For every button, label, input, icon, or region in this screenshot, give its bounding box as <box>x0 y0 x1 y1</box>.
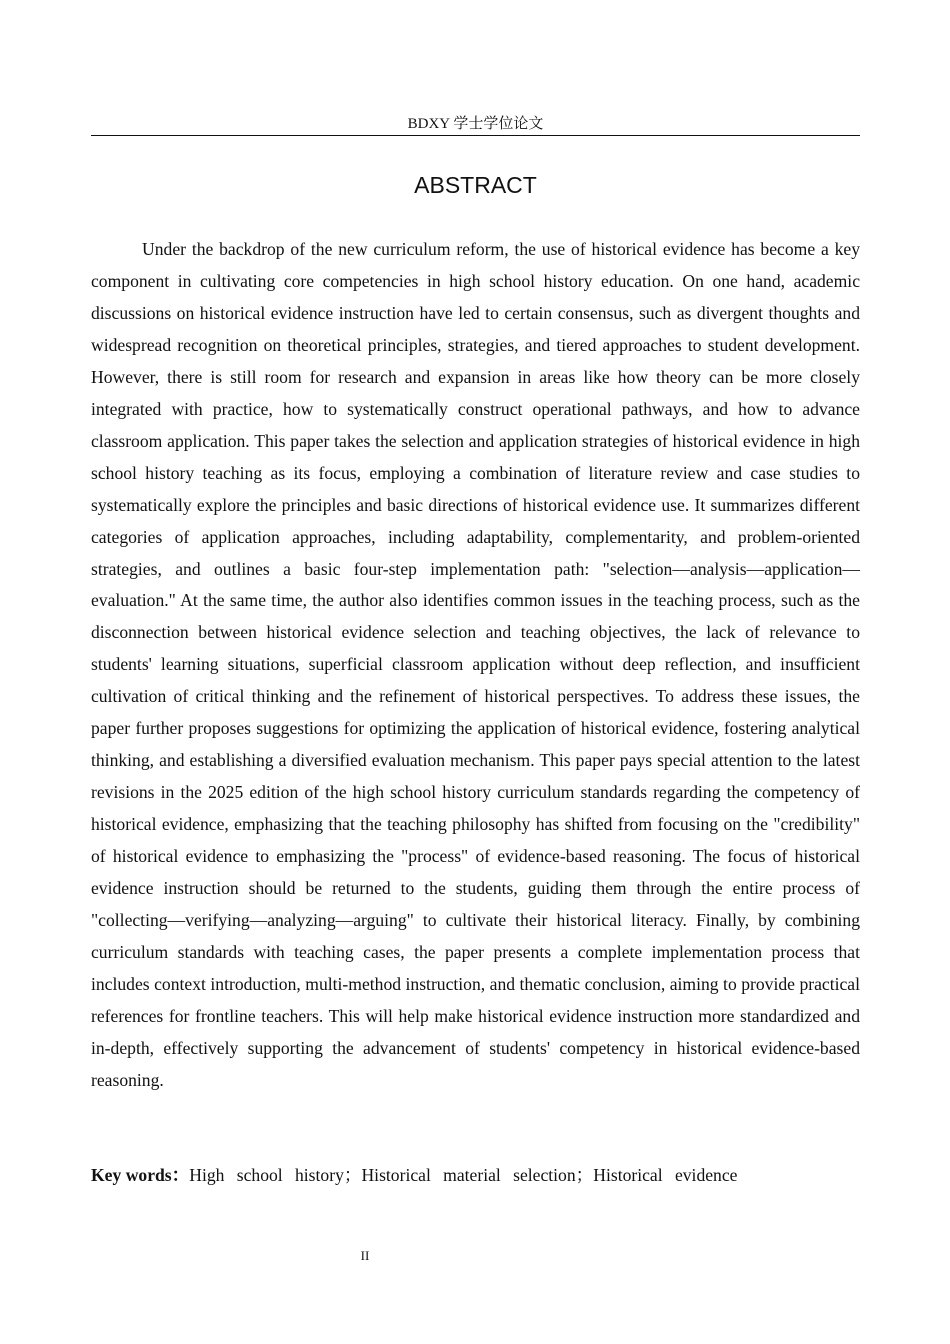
abstract-title: ABSTRACT <box>414 172 537 198</box>
running-header: BDXY 学士学位论文 <box>407 116 544 132</box>
header-divider <box>91 135 860 136</box>
abstract-body: Under the backdrop of the new curriculum reform, the use of historical evidence has become a key component in cultivating core competencies in high school history education. On one hand, academic discussions on historical evidence instruction have led to certain consensus, such as divergent thoughts and widespread recognition on theoretical principles, strategies, and tiered approaches to student development. However, there is still room for research and expansion in areas like how theory can be more closely integrated with practice, how to systematically construct operational pathways, and how to advance classroom application. This paper takes the selection and application strategies of historical evidence in high school history teaching as its focus, employing a combination of literature review and case studies to systematically explore the principles and basic directions of historical evidence use. It summarizes different categories of application approaches, including adaptability, complementarity, and problem-oriented strategies, and outlines a basic four-step implementation path: "selection—analysis—application—evaluation." At the same time, the author also identifies common issues in the teaching process, such as the disconnection between historical evidence selection and teaching objectives, the lack of relevance to students' learning situations, superficial classroom application without deep reflection, and insufficient cultivation of critical thinking and the refinement of historical perspectives. To address these issues, the paper further proposes suggestions for optimizing the application of historical evidence, fostering analytical thinking, and establishing a diversified evaluation mechanism. This paper pays special attention to the latest revisions in the 2025 edition of the high school history curriculum standards regarding the competency of historical evidence, emphasizing that the teaching philosophy has shifted from focusing on the "credibility" of historical evidence to emphasizing the "process" of evidence-based reasoning. The focus of historical evidence instruction should be returned to the students, guiding them through the entire process of "collecting—verifying—analyzing—arguing" to cultivate their historical literacy. Finally, by combining curriculum standards with teaching cases, the paper presents a complete implementation process that includes context introduction, multi-method instruction, and thematic conclusion, aiming to provide practical references for frontline teachers. This will help make historical evidence instruction more standardized and in-depth, effectively supporting the advancement of students' competency in historical evidence-based reasoning. <box>91 239 860 1090</box>
keyword-item: High school history； <box>189 1165 362 1185</box>
page-number: II <box>360 1248 370 1263</box>
keyword-item: Historical evidence <box>593 1165 738 1185</box>
keywords-label: Key words： <box>91 1165 190 1185</box>
keyword-item: Historical material selection； <box>361 1165 594 1185</box>
keywords-line <box>91 1160 860 1190</box>
